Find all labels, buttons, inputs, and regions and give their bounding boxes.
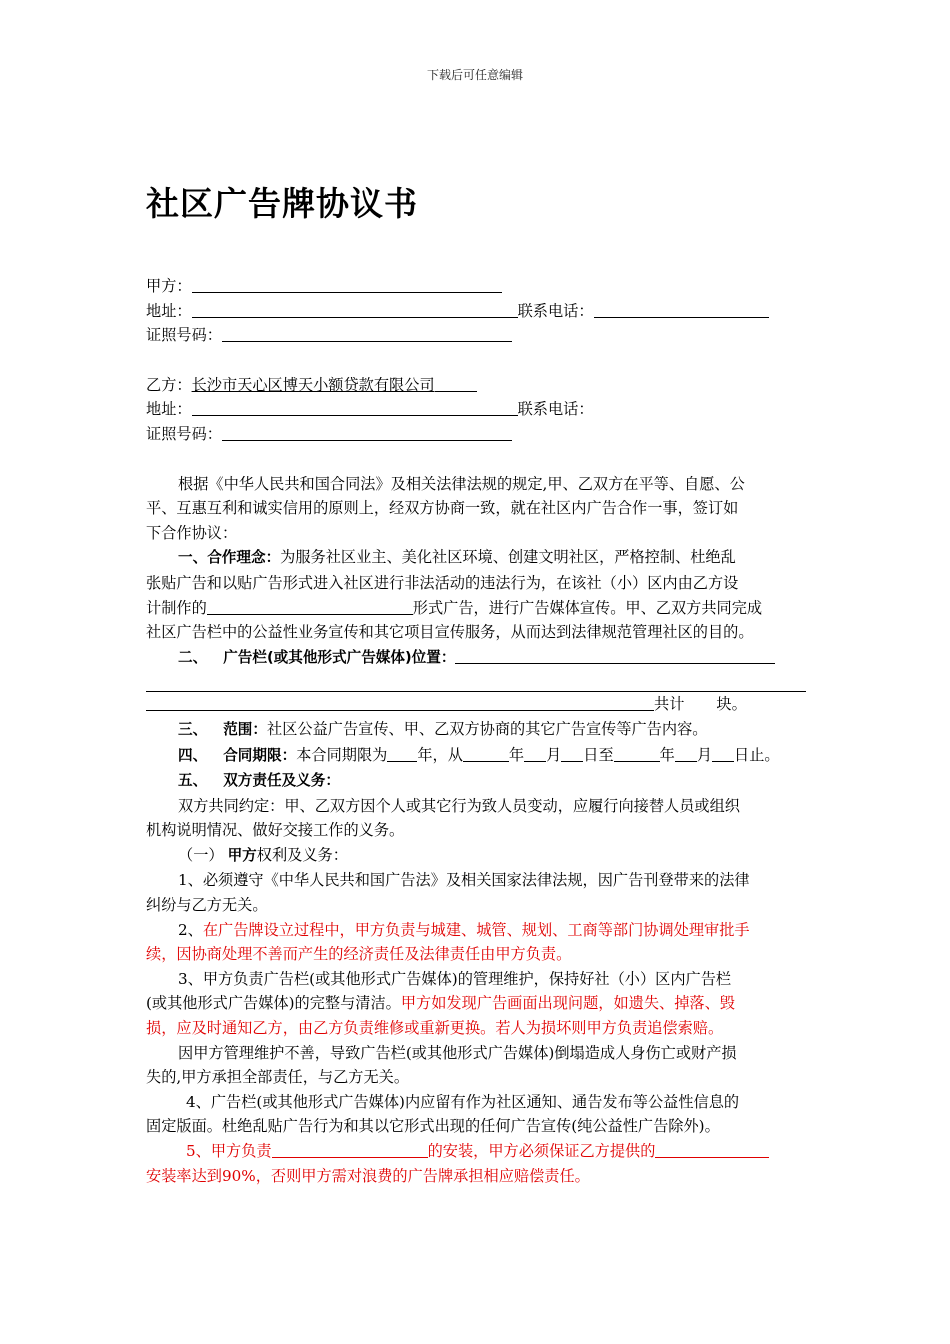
item-2-number: 2、 bbox=[178, 920, 203, 939]
header-note: 下载后可任意编辑 bbox=[426, 68, 523, 82]
install-item-blank[interactable] bbox=[272, 1139, 428, 1158]
party-a-license-line bbox=[146, 323, 806, 348]
party-b-name: 长沙市天心区博天小额贷款有限公司 bbox=[191, 375, 435, 394]
party-b-license-label: 证照号码： bbox=[146, 424, 222, 443]
item-3-text-2b: 甲方如发现广告画面出现问题，如遗失、掉落、毁 bbox=[400, 994, 735, 1013]
section-5-number: 五、 bbox=[178, 772, 208, 790]
section-2-total-label: 共计 bbox=[654, 695, 685, 714]
party-b-label: 乙方： bbox=[146, 375, 192, 394]
start-year-blank[interactable] bbox=[463, 743, 509, 762]
section-1-line-1 bbox=[146, 545, 806, 571]
item-3-line-3: 损，应及时通知乙方，由乙方负责维修或重新更换。若人为损坏则甲方负责追偿索赔。 bbox=[146, 1019, 724, 1038]
section-2-heading: 广告栏(或其他形式广告媒体)位置： bbox=[223, 648, 456, 666]
party-a-line bbox=[146, 274, 806, 299]
term-from-label: 年，从 bbox=[417, 745, 463, 764]
end-year-blank[interactable] bbox=[614, 743, 660, 762]
party-b-license-blank[interactable] bbox=[222, 422, 512, 441]
section-4-heading: 合同期限： bbox=[223, 746, 297, 764]
end-month-blank[interactable] bbox=[675, 743, 697, 762]
section-2-unit-label: 块。 bbox=[716, 695, 747, 714]
section-1-text-3a: 计制作的 bbox=[146, 598, 207, 617]
section-1-line-3 bbox=[146, 596, 806, 621]
location-blank-2[interactable] bbox=[146, 670, 806, 692]
section-3-line bbox=[146, 717, 806, 743]
section-2-line-1 bbox=[146, 645, 806, 671]
party-a-duties-heading bbox=[146, 843, 806, 869]
item-1-line-2: 纠纷与乙方无关。 bbox=[146, 896, 268, 915]
item-4-line-1: 4、广告栏(或其他形式广告媒体)内应留有作为社区通知、通告发布等公益性信息的 bbox=[186, 1092, 740, 1111]
item-2-text-1: 在广告牌设立过程中，甲方负责与城建、城管、规划、工商等部门协调处理审批手 bbox=[202, 920, 750, 939]
item-5-line-2: 安装率达到90%，否则甲方需对浪费的广告牌承担相应赔偿责任。 bbox=[146, 1166, 590, 1185]
party-a-phone-blank[interactable] bbox=[594, 299, 769, 318]
party-a-blank[interactable] bbox=[192, 274, 502, 293]
start-month-blank[interactable] bbox=[524, 743, 546, 762]
party-a-address-label: 地址： bbox=[146, 301, 192, 320]
party-b-license-line bbox=[146, 422, 806, 447]
item-3-line-1: 3、甲方负责广告栏(或其他形式广告媒体)的管理维护，保持好社（小）区内广告栏 bbox=[178, 969, 732, 988]
start-month-label: 月 bbox=[546, 745, 562, 764]
intro-line-3: 下合作协议： bbox=[146, 523, 238, 542]
item-3-line-4: 因甲方管理维护不善，导致广告栏(或其他形式广告媒体)倒塌造成人身伤亡或财产损 bbox=[178, 1043, 737, 1062]
end-month-label: 月 bbox=[696, 745, 712, 764]
section-3-heading: 范围： bbox=[223, 720, 267, 738]
section-5-heading: 双方责任及义务： bbox=[223, 772, 340, 790]
section-1-heading: 一、合作理念： bbox=[178, 549, 281, 567]
location-blank-3[interactable] bbox=[146, 692, 654, 711]
section-2-line-2 bbox=[146, 670, 806, 692]
supplied-item-blank[interactable] bbox=[655, 1139, 769, 1158]
section-1-line-2: 张贴广告和以贴广告形式进入社区进行非法活动的违法行为，在该社（小）区内由乙方设 bbox=[146, 573, 739, 592]
item-3-line-5: 失的,甲方承担全部责任，与乙方无关。 bbox=[146, 1068, 410, 1087]
item-5-text-2: 的安装，甲方必须保证乙方提供的 bbox=[427, 1142, 656, 1160]
term-years-blank[interactable] bbox=[387, 743, 417, 762]
item-3-text-2a: (或其他形式广告媒体)的完整与清洁。 bbox=[146, 994, 401, 1013]
party-a-duties-title: 甲方 bbox=[227, 846, 257, 864]
end-day-blank[interactable] bbox=[712, 743, 734, 762]
section-2-number: 二、 bbox=[178, 648, 208, 666]
party-a-label: 甲方： bbox=[146, 277, 192, 295]
section-3-text: 社区公益广告宣传、甲、乙双方协商的其它广告宣传等广告内容。 bbox=[267, 719, 708, 738]
party-a-address-blank[interactable] bbox=[192, 299, 518, 318]
section-4-line bbox=[146, 743, 806, 769]
section-1-text-1: 为服务社区业主、美化社区环境、创建文明社区，严格控制、杜绝乱 bbox=[280, 548, 736, 567]
item-5-text-1: 5、甲方负责 bbox=[186, 1142, 272, 1160]
party-a-duties-number: （一） bbox=[178, 845, 224, 864]
item-4-line-2: 固定版面。杜绝乱贴广告行为和其以它形式出现的任何广告宣传(纯公益性广告除外)。 bbox=[146, 1117, 720, 1136]
party-b-line bbox=[146, 373, 806, 398]
section-1-line-4: 社区广告栏中的公益性业务宣传和其它项目宣传服务，从而达到法律规范管理社区的目的。 bbox=[146, 623, 754, 642]
item-1-line-1: 1、必须遵守《中华人民共和国广告法》及相关国家法律法规，因广告刊登带来的法律 bbox=[178, 871, 750, 890]
start-year-label: 年 bbox=[508, 745, 525, 764]
section-5-common-1: 双方共同约定：甲、乙双方因个人或其它行为致人员变动，应履行向接替人员或组织 bbox=[178, 796, 740, 815]
intro-line-2: 平、互惠互利和诚实信用的原则上，经双方协商一致，就在社区内广告合作一事，签订如 bbox=[146, 499, 739, 518]
end-day-label: 日止。 bbox=[734, 745, 780, 764]
item-2-line-1 bbox=[146, 918, 806, 943]
section-1-text-3b: 形式广告，进行广告媒体宣传。甲、乙双方共同完成 bbox=[412, 598, 763, 617]
location-blank-1[interactable] bbox=[455, 645, 775, 664]
section-5-common-2: 机构说明情况、做好交接工作的义务。 bbox=[146, 821, 405, 840]
section-2-line-3 bbox=[146, 692, 806, 717]
party-b-address-label: 地址： bbox=[146, 400, 192, 419]
intro-line-1: 根据《中华人民共和国合同法》及相关法律法规的规定,甲、乙双方在平等、自愿、公 bbox=[178, 474, 745, 493]
start-day-label: 日至 bbox=[583, 745, 614, 764]
document-body bbox=[146, 274, 806, 1188]
party-b-phone-label: 联系电话： bbox=[517, 400, 594, 419]
item-5-line-1 bbox=[146, 1139, 806, 1164]
party-a-address-line bbox=[146, 299, 806, 324]
party-b-address-blank[interactable] bbox=[192, 397, 518, 416]
item-3-line-2 bbox=[146, 991, 806, 1016]
party-a-license-blank[interactable] bbox=[222, 323, 512, 342]
section-5-heading-line bbox=[146, 768, 806, 794]
section-4-number: 四、 bbox=[178, 746, 208, 764]
party-b-address-line bbox=[146, 397, 806, 422]
end-year-label: 年 bbox=[659, 745, 675, 764]
start-day-blank[interactable] bbox=[561, 743, 583, 762]
term-label: 本合同期限为 bbox=[296, 745, 388, 764]
party-a-license-label: 证照号码： bbox=[146, 326, 222, 345]
section-3-number: 三、 bbox=[178, 720, 208, 738]
document-title: 社区广告牌协议书 bbox=[146, 184, 418, 223]
party-a-duties-tail: 权利及义务： bbox=[256, 845, 348, 864]
party-b-name-blank[interactable] bbox=[435, 373, 477, 392]
item-2-line-2: 续，因协商处理不善而产生的经济责任及法律责任由甲方负责。 bbox=[146, 945, 572, 964]
party-a-phone-label: 联系电话： bbox=[517, 301, 594, 320]
ad-form-blank[interactable] bbox=[207, 596, 413, 615]
